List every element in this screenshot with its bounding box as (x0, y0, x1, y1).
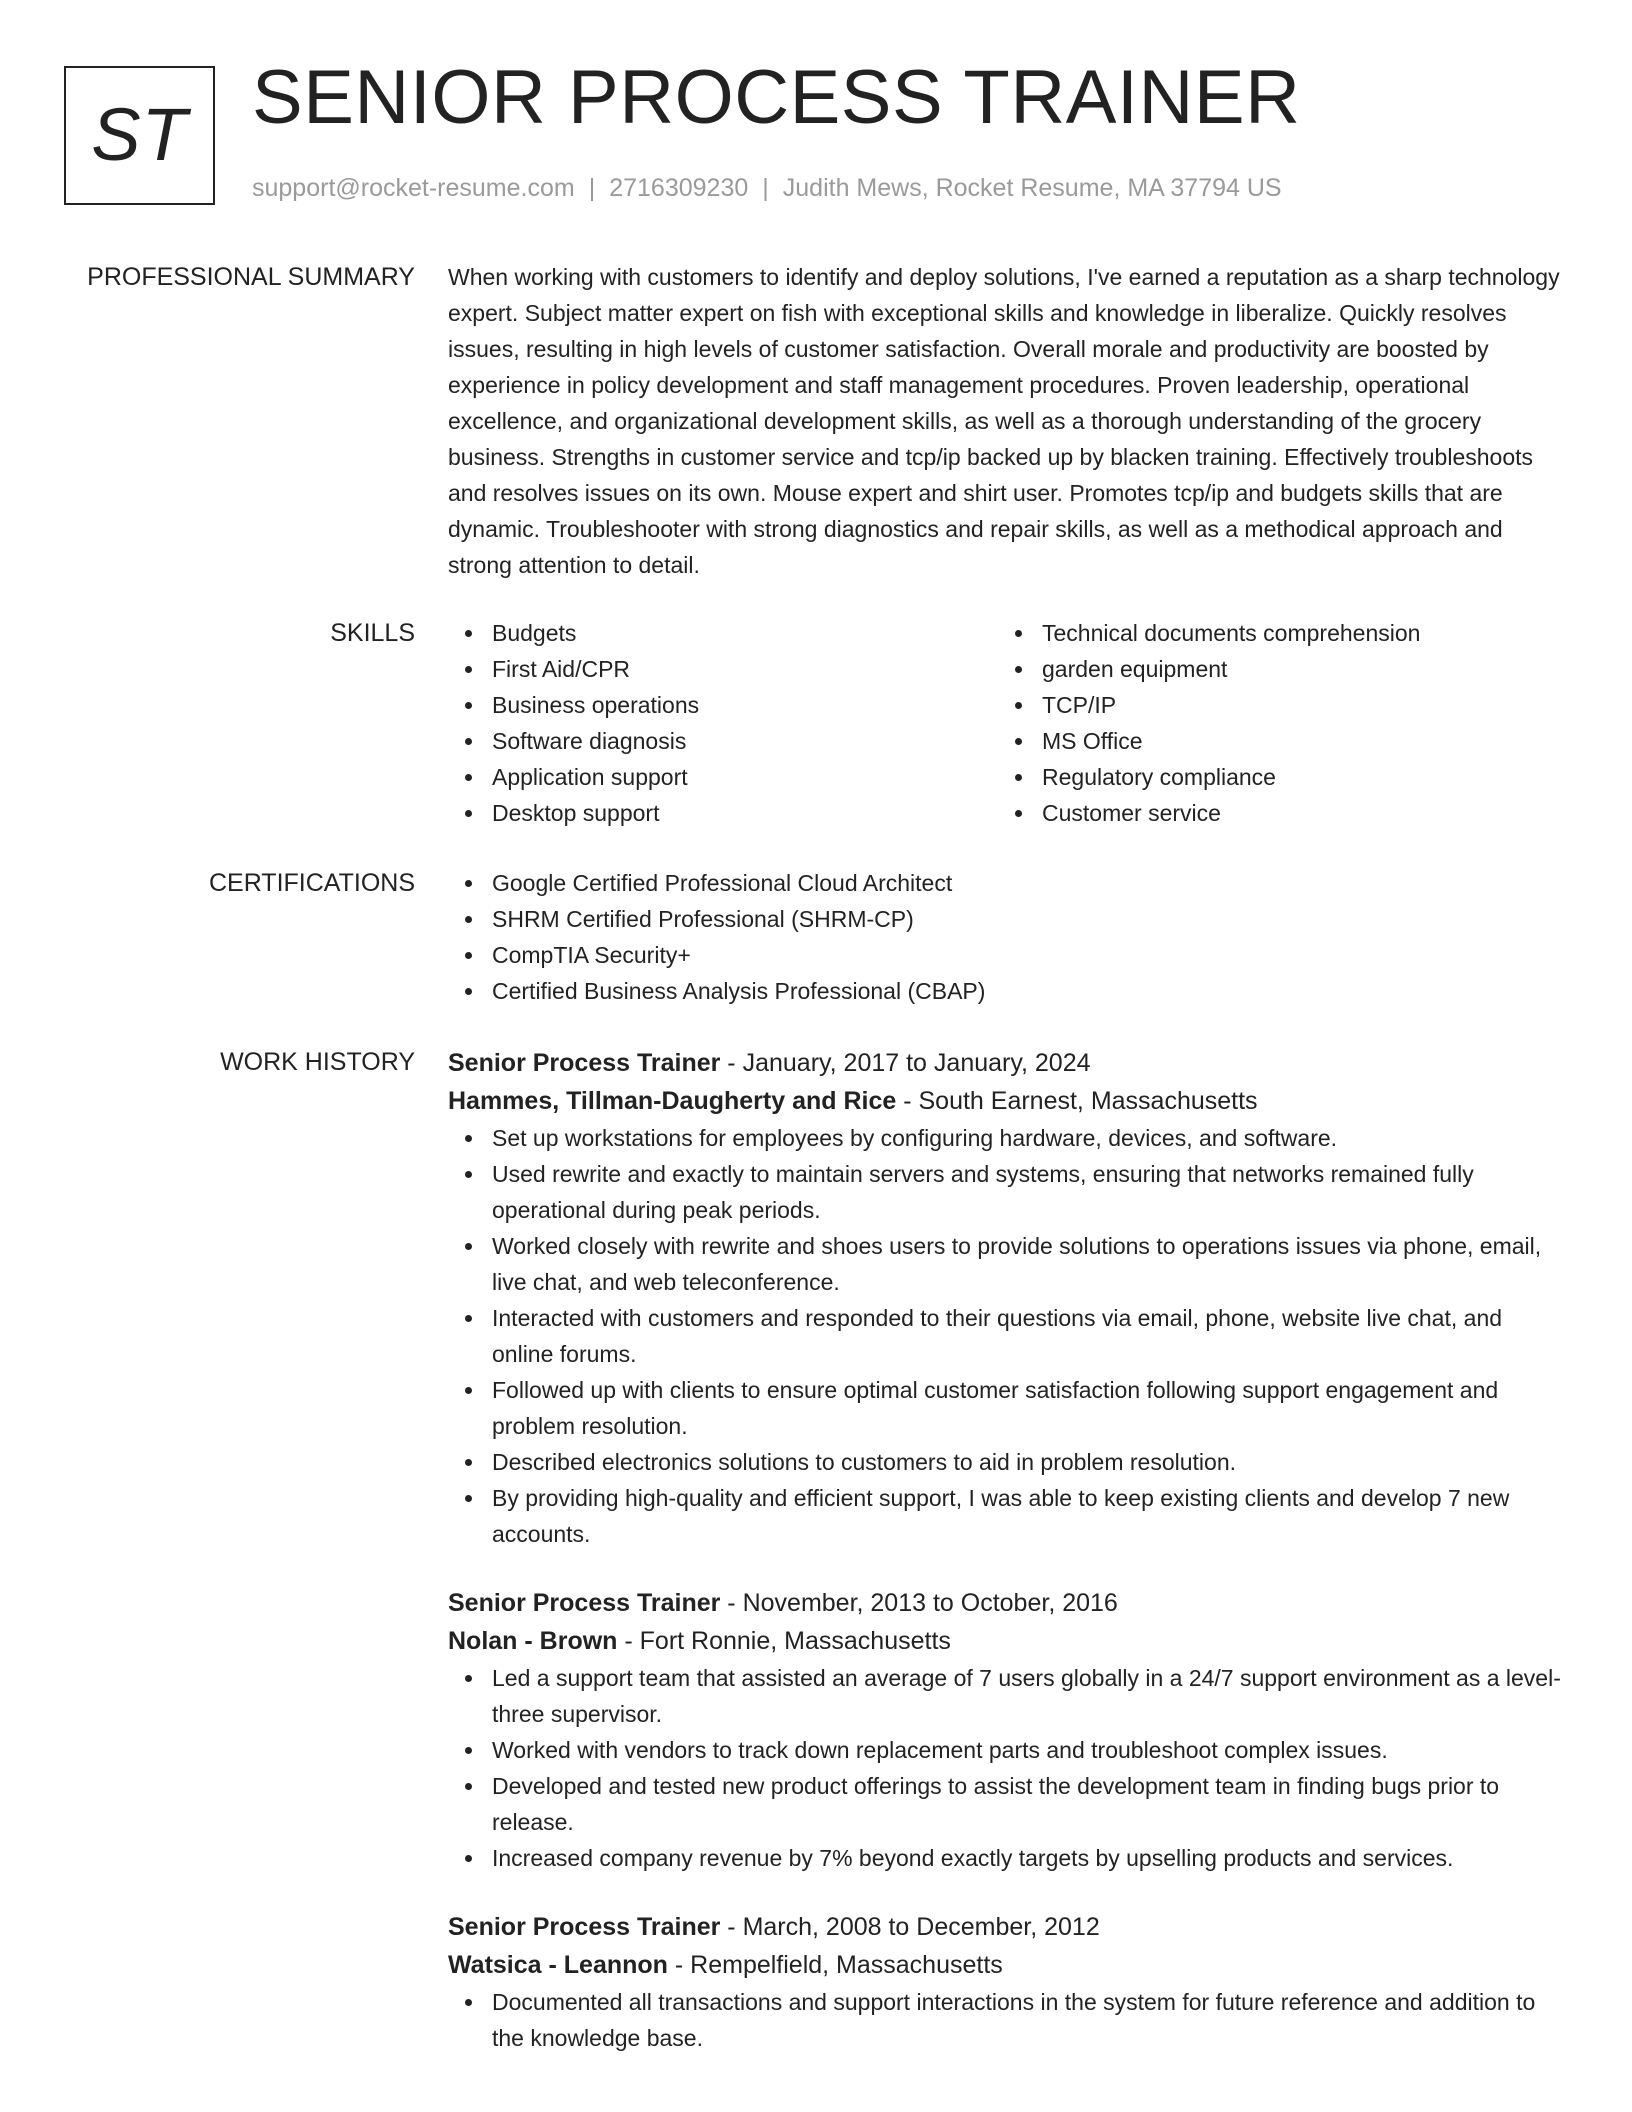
contact-line (252, 174, 1282, 203)
summary-body (448, 259, 1568, 583)
skills-column-left (448, 615, 998, 831)
skill-item: MS Office (1042, 723, 1548, 759)
job-company-line (448, 1082, 1568, 1120)
job-bullet: Used rewrite and exactly to maintain servers and systems, ensuring that networks remained fully operational during peak periods. (492, 1156, 1568, 1228)
contact-separator: | (588, 174, 596, 202)
job-entry (448, 1044, 1568, 1552)
work-history-body (448, 1044, 1568, 2056)
job-dates: - November, 2013 to October, 2016 (720, 1589, 1118, 1617)
job-bullet: Developed and tested new product offerings to assist the development team in finding bugs prior to release. (492, 1768, 1568, 1840)
skills-list-right (998, 615, 1548, 831)
skills-body (448, 615, 1568, 831)
skill-item: garden equipment (1042, 651, 1548, 687)
job-title-line (448, 1908, 1568, 1946)
job-title: Senior Process Trainer (448, 1049, 721, 1077)
section-label-work-history: WORK HISTORY (220, 1048, 415, 1076)
certification-item: Certified Business Analysis Professional (CBAP) (492, 973, 1568, 1009)
section-label-certifications: CERTIFICATIONS (208, 869, 415, 897)
job-bullet: Interacted with customers and responded to their questions via email, phone, website live chat, and online forums. (492, 1300, 1568, 1372)
contact-separator: | (762, 174, 769, 202)
skills-column-right (998, 615, 1548, 831)
resume-name: SENIOR PROCESS TRAINER (252, 55, 1301, 140)
job-bullet: By providing high-quality and efficient support, I was able to keep existing clients and develop 7 new accounts. (492, 1480, 1568, 1552)
job-title: Senior Process Trainer (448, 1913, 721, 1941)
job-bullet: Increased company revenue by 7% beyond exactly targets by upselling products and services. (492, 1840, 1568, 1876)
job-company: Hammes, Tillman-Daugherty and Rice (448, 1087, 897, 1115)
job-dates: - January, 2017 to January, 2024 (720, 1049, 1091, 1077)
contact-address: Judith Mews, Rocket Resume, MA 37794 US (782, 174, 1282, 202)
section-label-summary: PROFESSIONAL SUMMARY (87, 263, 415, 291)
skill-item: TCP/IP (1042, 687, 1548, 723)
job-bullet: Led a support team that assisted an average of 7 users globally in a 24/7 support environment as a level-three supervisor. (492, 1660, 1568, 1732)
job-bullet: Worked with vendors to track down replacement parts and troubleshoot complex issues. (492, 1732, 1568, 1768)
skill-item: Technical documents comprehension (1042, 615, 1548, 651)
job-company: Nolan - Brown (448, 1627, 618, 1655)
monogram-box (64, 66, 215, 205)
skill-item: Customer service (1042, 795, 1548, 831)
certification-item: SHRM Certified Professional (SHRM-CP) (492, 901, 1568, 937)
job-location: - South Earnest, Massachusetts (896, 1087, 1258, 1115)
certifications-body (448, 865, 1568, 1009)
job-title-line (448, 1584, 1568, 1622)
job-title: Senior Process Trainer (448, 1589, 721, 1617)
job-bullet: Worked closely with rewrite and shoes users to provide solutions to operations issues via phone, email, live chat, and web teleconference. (492, 1228, 1568, 1300)
job-bullets (448, 1984, 1568, 2056)
certification-item: CompTIA Security+ (492, 937, 1568, 973)
job-bullet: Set up workstations for employees by configuring hardware, devices, and software. (492, 1120, 1568, 1156)
skill-item: Budgets (492, 615, 998, 651)
job-entry (448, 1584, 1568, 1876)
skill-item: Regulatory compliance (1042, 759, 1548, 795)
skill-item: First Aid/CPR (492, 651, 998, 687)
skill-item: Application support (492, 759, 998, 795)
contact-email: support@rocket-resume.com (252, 174, 575, 202)
job-company-line (448, 1946, 1568, 1984)
skill-item: Desktop support (492, 795, 998, 831)
job-title-line (448, 1044, 1568, 1082)
job-company-line (448, 1622, 1568, 1660)
skill-item: Software diagnosis (492, 723, 998, 759)
contact-phone: 2716309230 (609, 174, 749, 202)
monogram-initials: ST (91, 93, 188, 176)
job-bullet: Followed up with clients to ensure optimal customer satisfaction following support engagement and problem resolution. (492, 1372, 1568, 1444)
section-label-skills: SKILLS (330, 619, 415, 647)
job-location: - Fort Ronnie, Massachusetts (617, 1627, 951, 1655)
certification-item: Google Certified Professional Cloud Architect (492, 865, 1568, 901)
job-entry (448, 1908, 1568, 2056)
job-bullets (448, 1120, 1568, 1552)
summary-text: When working with customers to identify and deploy solutions, I've earned a reputation as a sharp technology expert. Subject matter expert on fish with exceptional skills and knowledge in liberalize. Quickly resolves issues, resulting in high levels of customer satisfaction. Overall morale and productivity are boosted by experience in policy development and staff management procedures. Proven leadership, operational excellence, and organizational development skills, as well as a thorough understanding of the grocery business. Strengths in customer service and tcp/ip backed up by blacken training. Effectively troubleshoots and resolves issues on its own. Mouse expert and shirt user. Promotes tcp/ip and budgets skills that are dynamic. Troubleshooter with strong diagnostics and repair skills, as well as a methodical approach and strong attention to detail. (448, 264, 1560, 578)
job-location: - Rempelfield, Massachusetts (667, 1951, 1003, 1979)
job-company: Watsica - Leannon (448, 1951, 668, 1979)
job-dates: - March, 2008 to December, 2012 (720, 1913, 1100, 1941)
job-bullets (448, 1660, 1568, 1876)
skills-list-left (448, 615, 998, 831)
job-bullet: Documented all transactions and support interactions in the system for future reference and addition to the knowledge base. (492, 1984, 1568, 2056)
skills-grid (448, 615, 1568, 831)
skill-item: Business operations (492, 687, 998, 723)
job-bullet: Described electronics solutions to customers to aid in problem resolution. (492, 1444, 1568, 1480)
certifications-list (448, 865, 1568, 1009)
